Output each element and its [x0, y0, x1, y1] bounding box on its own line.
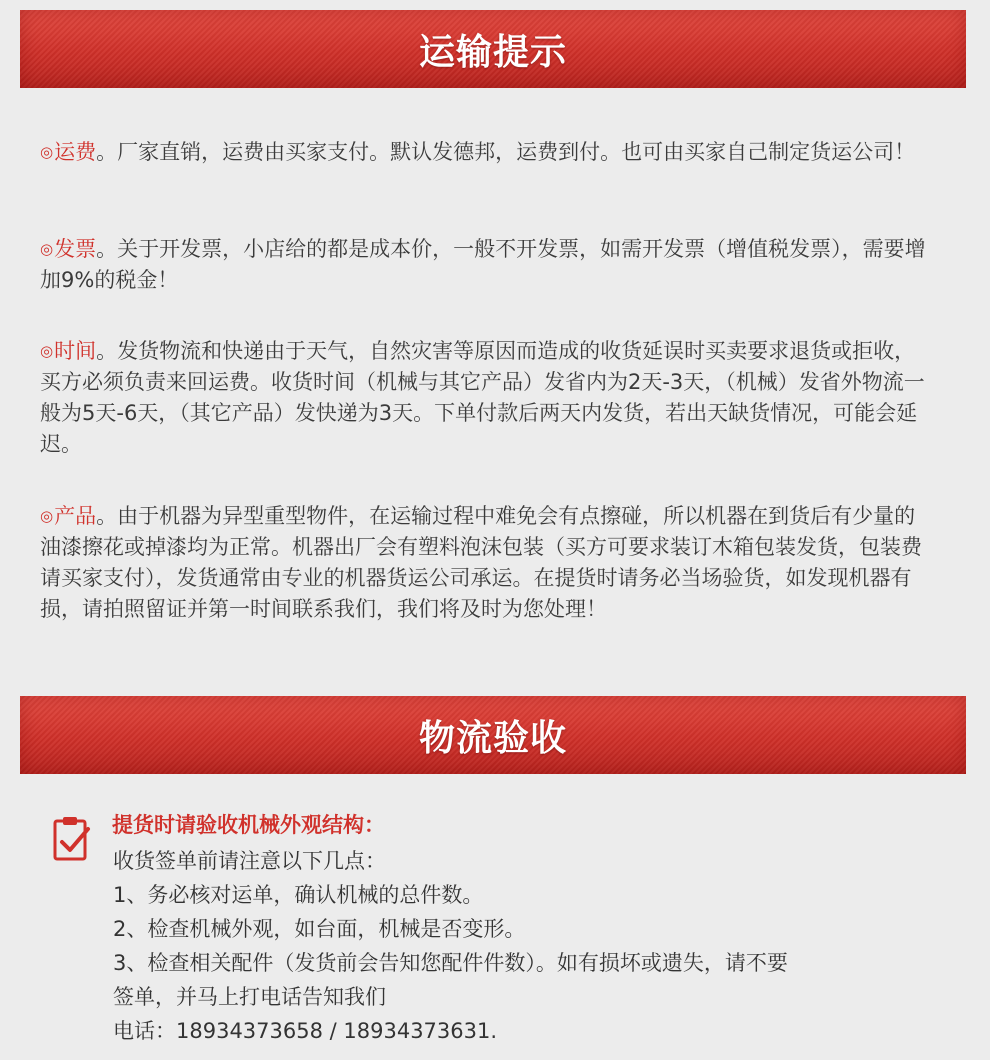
bullet-circle-icon: ◎	[40, 240, 54, 258]
inspection-item: 1、务必核对运单，确认机械的总件数。	[113, 883, 484, 907]
bullet-circle-icon: ◎	[40, 143, 54, 161]
logistics-inspection-banner	[20, 696, 966, 774]
inspection-intro: 收货签单前请注意以下几点：	[113, 849, 386, 873]
inspection-phone: 电话：18934373658 / 18934373631.	[113, 1019, 498, 1043]
paragraph-label: 运费	[54, 140, 97, 164]
paragraph-time	[40, 336, 930, 460]
paragraph-text: 。发货物流和快递由于天气，自然灾害等原因而造成的收货延误时买卖要求退货或拒收，买方必须负责来回运费。收货时间（机械与其它产品）发省内为2天-3天，（机械）发省外物流一般为5天-6天，（其它产品）发快递为3天。下单付款后两天内发货，若出天缺货情况，可能会延迟。	[40, 339, 925, 456]
banner-title: 物流验收	[418, 717, 567, 759]
inspection-heading: 提货时请验收机械外观结构：	[112, 813, 385, 837]
paragraph-product	[40, 501, 930, 625]
banner-title: 运输提示	[418, 31, 567, 73]
bullet-circle-icon: ◎	[40, 507, 54, 525]
paragraph-text: 。厂家直销，运费由买家支付。默认发德邦，运费到付。也可由买家自己制定货运公司！	[96, 140, 916, 164]
inspection-item: 2、检查机械外观，如台面，机械是否变形。	[113, 917, 526, 941]
inspection-item: 签单，并马上打电话告知我们	[113, 985, 386, 1009]
inspection-item: 3、检查相关配件（发货前会告知您配件件数）。如有损坏或遗失，请不要	[113, 951, 788, 975]
paragraph-label: 产品	[54, 504, 97, 528]
paragraph-invoice	[40, 234, 930, 296]
paragraph-label: 时间	[54, 339, 97, 363]
inspection-list	[113, 844, 933, 1048]
bullet-circle-icon: ◎	[40, 342, 54, 360]
shipping-tips-banner	[20, 10, 966, 88]
paragraph-text: 。由于机器为异型重型物件，在运输过程中难免会有点擦碰，所以机器在到货后有少量的油漆擦花或掉漆均为正常。机器出厂会有塑料泡沫包装（买方可要求装订木箱包装发货，包装费请买家支付），发货通常由专业的机器货运公司承运。在提货时请务必当场验货，如发现机器有损，请拍照留证并第一时间联系我们，我们将及时为您处理！	[40, 504, 922, 621]
paragraph-label: 发票	[54, 237, 97, 261]
paragraph-text: 。关于开发票，小店给的都是成本价，一般不开发票，如需开发票（增值税发票），需要增加9%的税金！	[40, 237, 926, 292]
paragraph-freight	[40, 137, 930, 168]
clipboard-check-icon	[52, 815, 92, 863]
